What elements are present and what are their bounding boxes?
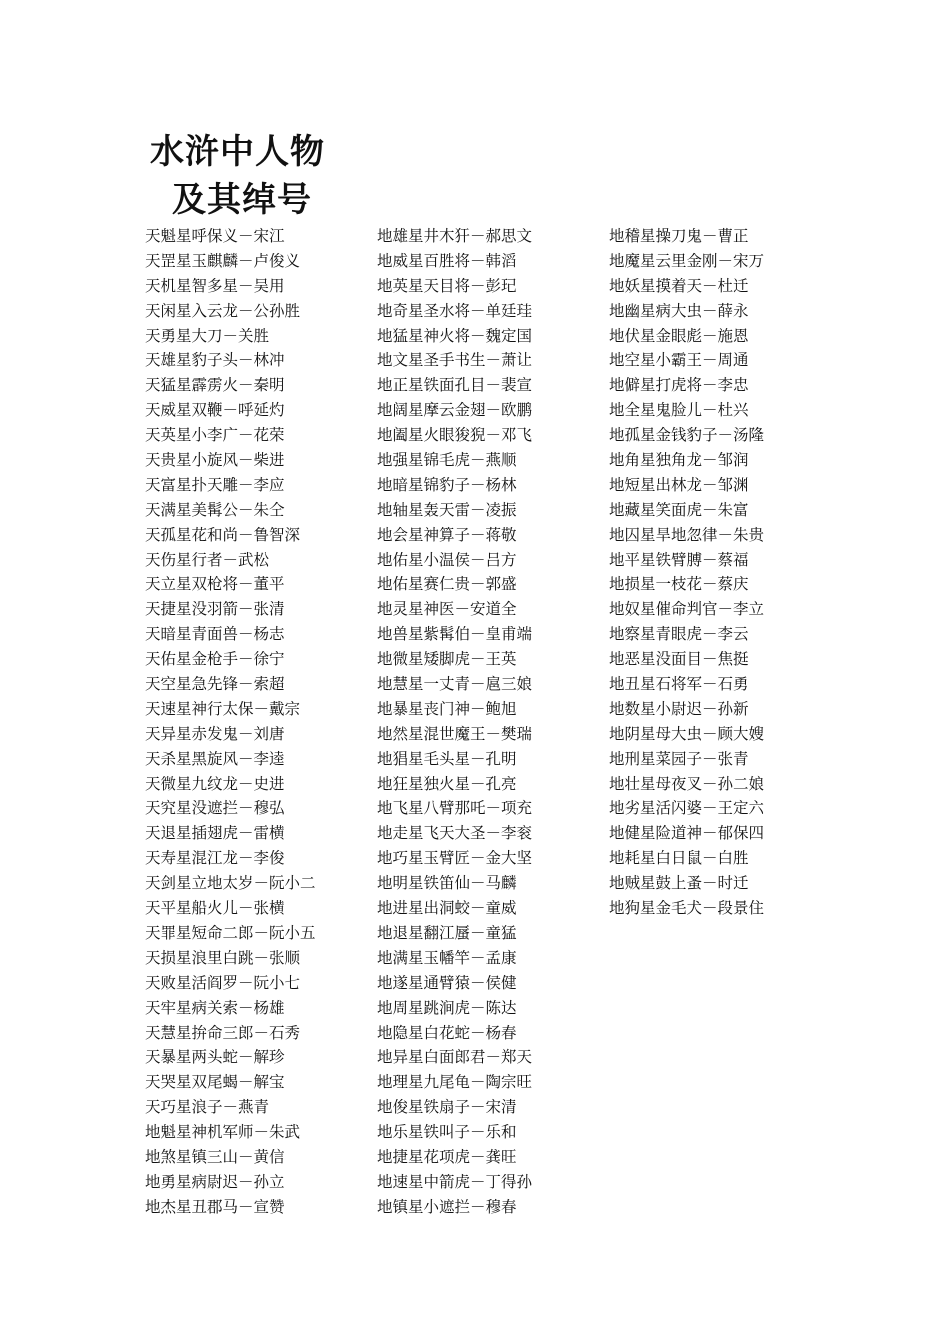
character-entry: 地阖星火眼狻猊－邓飞 [377, 426, 533, 445]
character-entry: 地然星混世魔王－樊瑞 [377, 724, 533, 743]
title-line-1: 水浒中人物 [150, 132, 325, 172]
character-entry: 地灵星神医－安道全 [377, 600, 517, 619]
character-column-2 [377, 224, 532, 1220]
character-entry: 地贼星鼓上蚤－时迁 [609, 874, 749, 893]
character-entry: 地进星出洞蛟－童威 [377, 899, 517, 918]
character-entry: 天英星小李广－花荣 [145, 426, 285, 445]
character-entry: 天贵星小旋风－柴进 [145, 451, 285, 470]
character-entry: 地速星中箭虎－丁得孙 [377, 1172, 533, 1191]
character-entry: 天平星船火儿－张横 [145, 899, 285, 918]
character-entry: 地刑星菜园子－张青 [609, 749, 749, 768]
character-entry: 天威星双鞭－呼延灼 [145, 401, 285, 420]
character-entry: 天损星浪里白跳－张顺 [145, 948, 301, 967]
character-entry: 地捷星花项虎－龚旺 [377, 1147, 517, 1166]
character-entry: 地巧星玉臂匠－金大坚 [377, 849, 533, 868]
character-entry: 地伏星金眼彪－施恩 [609, 326, 749, 345]
character-entry: 地奇星圣水将－单廷珪 [377, 301, 533, 320]
character-entry: 地遂星通臂猿－侯健 [377, 973, 517, 992]
character-entry: 地妖星摸着天－杜迁 [609, 276, 749, 295]
character-entry: 天败星活阎罗－阮小七 [145, 973, 301, 992]
character-entry: 地壮星母夜叉－孙二娘 [609, 774, 765, 793]
character-entry: 地满星玉幡竿－孟康 [377, 948, 517, 967]
character-entry: 地兽星紫髯伯－皇甫端 [377, 625, 533, 644]
character-entry: 地佑星小温侯－吕方 [377, 550, 517, 569]
character-column-3 [609, 224, 764, 921]
character-entry: 地异星白面郎君－郑天 [377, 1048, 533, 1067]
character-entry: 地阴星母大虫－顾大嫂 [609, 724, 765, 743]
title-line-2: 及其绰号 [172, 180, 312, 220]
character-entry: 地平星铁臂膊－蔡福 [609, 550, 749, 569]
character-entry: 天牢星病关索－杨雄 [145, 998, 285, 1017]
character-entry: 天闲星入云龙－公孙胜 [145, 301, 301, 320]
document-title [150, 128, 350, 224]
character-entry: 地明星铁笛仙－马麟 [377, 874, 517, 893]
character-entry: 地短星出林龙－邹渊 [609, 475, 749, 494]
character-entry: 地耗星白日鼠－白胜 [609, 849, 749, 868]
character-entry: 天究星没遮拦－穆弘 [145, 799, 285, 818]
character-entry: 天满星美髯公－朱仝 [145, 500, 285, 519]
character-entry: 天寿星混江龙－李俊 [145, 849, 285, 868]
character-entry: 地藏星笑面虎－朱富 [609, 500, 749, 519]
character-entry: 地慧星一丈青－扈三娘 [377, 675, 533, 694]
character-entry: 地正星铁面孔目－裴宣 [377, 376, 533, 395]
character-entry: 天巧星浪子－燕青 [145, 1098, 270, 1117]
character-entry: 天罪星短命二郎－阮小五 [145, 923, 316, 942]
character-entry: 天机星智多星－吴用 [145, 276, 285, 295]
character-entry: 地退星翻江蜃－童猛 [377, 923, 517, 942]
character-entry: 地英星天目将－彭玘 [377, 276, 517, 295]
character-entry: 地魔星云里金刚－宋万 [609, 251, 765, 270]
character-entry: 天哭星双尾蝎－解宝 [145, 1073, 285, 1092]
character-entry: 地察星青眼虎－李云 [609, 625, 749, 644]
character-entry: 地雄星井木犴－郝思文 [377, 227, 533, 245]
character-entry: 天勇星大刀－关胜 [145, 326, 270, 345]
character-entry: 天微星九纹龙－史进 [145, 774, 285, 793]
character-entry: 地暴星丧门神－鲍旭 [377, 699, 517, 718]
character-entry: 地健星险道神－郁保四 [609, 824, 765, 843]
character-entry: 地僻星打虎将－李忠 [609, 376, 749, 395]
character-entry: 地孤星金钱豹子－汤隆 [609, 426, 765, 445]
character-entry: 地会星神算子－蒋敬 [377, 525, 517, 544]
character-column-1 [145, 224, 316, 1220]
character-entry: 地阔星摩云金翅－欧鹏 [377, 401, 533, 420]
character-entry: 地威星百胜将－韩滔 [377, 251, 517, 270]
character-entry: 天伤星行者－武松 [145, 550, 270, 569]
character-entry: 地数星小尉迟－孙新 [609, 699, 749, 718]
character-entry: 天罡星玉麒麟－卢俊义 [145, 251, 301, 270]
character-entry: 地狗星金毛犬－段景住 [609, 899, 765, 918]
character-entry: 天速星神行太保－戴宗 [145, 699, 301, 718]
character-entry: 地劣星活闪婆－王定六 [609, 799, 765, 818]
character-entry: 地全星鬼脸儿－杜兴 [609, 401, 749, 420]
character-entry: 地飞星八臂那吒－项充 [377, 799, 533, 818]
character-entry: 地煞星镇三山－黄信 [145, 1147, 285, 1166]
character-entry: 天魁星呼保义－宋江 [145, 227, 285, 245]
character-entry: 地角星独角龙－邹润 [609, 451, 749, 470]
character-entry: 天孤星花和尚－鲁智深 [145, 525, 301, 544]
character-entry: 天捷星没羽箭－张清 [145, 600, 285, 619]
character-entry: 地隐星白花蛇－杨春 [377, 1023, 517, 1042]
character-entry: 天异星赤发鬼－刘唐 [145, 724, 285, 743]
character-entry: 天猛星霹雳火－秦明 [145, 376, 285, 395]
character-entry: 地幽星病大虫－薛永 [609, 301, 749, 320]
character-entry: 天退星插翅虎－雷横 [145, 824, 285, 843]
character-entry: 地囚星旱地忽律－朱贵 [609, 525, 765, 544]
character-entry: 地佑星赛仁贵－郭盛 [377, 575, 517, 594]
character-entry: 地俊星铁扇子－宋清 [377, 1098, 517, 1117]
character-entry: 地强星锦毛虎－燕顺 [377, 451, 517, 470]
character-entry: 地走星飞天大圣－李衮 [377, 824, 533, 843]
character-entry: 地微星矮脚虎－王英 [377, 650, 517, 669]
character-entry: 天空星急先锋－索超 [145, 675, 285, 694]
character-entry: 地猛星神火将－魏定国 [377, 326, 533, 345]
character-entry: 地杰星丑郡马－宣赞 [145, 1197, 285, 1216]
character-entry: 地轴星轰天雷－凌振 [377, 500, 517, 519]
character-entry: 地狂星独火星－孔亮 [377, 774, 517, 793]
character-entry: 地暗星锦豹子－杨林 [377, 475, 517, 494]
character-entry: 地魁星神机军师－朱武 [145, 1123, 301, 1142]
character-entry: 天佑星金枪手－徐宁 [145, 650, 285, 669]
character-entry: 地损星一枝花－蔡庆 [609, 575, 749, 594]
character-entry: 地文星圣手书生－萧让 [377, 351, 533, 370]
character-entry: 地周星跳涧虎－陈达 [377, 998, 517, 1017]
character-entry: 天剑星立地太岁－阮小二 [145, 874, 316, 893]
character-entry: 地恶星没面目－焦挺 [609, 650, 749, 669]
character-entry: 地空星小霸王－周通 [609, 351, 749, 370]
character-entry: 天暴星两头蛇－解珍 [145, 1048, 285, 1067]
character-entry: 地稽星操刀鬼－曹正 [609, 227, 749, 245]
character-entry: 地理星九尾龟－陶宗旺 [377, 1073, 533, 1092]
character-entry: 地勇星病尉迟－孙立 [145, 1172, 285, 1191]
character-entry: 地镇星小遮拦－穆春 [377, 1197, 517, 1216]
character-entry: 地奴星催命判官－李立 [609, 600, 765, 619]
character-entry: 天慧星拚命三郎－石秀 [145, 1023, 301, 1042]
character-entry: 地猖星毛头星－孔明 [377, 749, 517, 768]
character-entry: 天暗星青面兽－杨志 [145, 625, 285, 644]
character-entry: 地丑星石将军－石勇 [609, 675, 749, 694]
character-entry: 天立星双枪将－董平 [145, 575, 285, 594]
character-entry: 天杀星黑旋风－李逵 [145, 749, 285, 768]
character-entry: 地乐星铁叫子－乐和 [377, 1123, 517, 1142]
character-entry: 天雄星豹子头－林冲 [145, 351, 285, 370]
character-entry: 天富星扑天雕－李应 [145, 475, 285, 494]
